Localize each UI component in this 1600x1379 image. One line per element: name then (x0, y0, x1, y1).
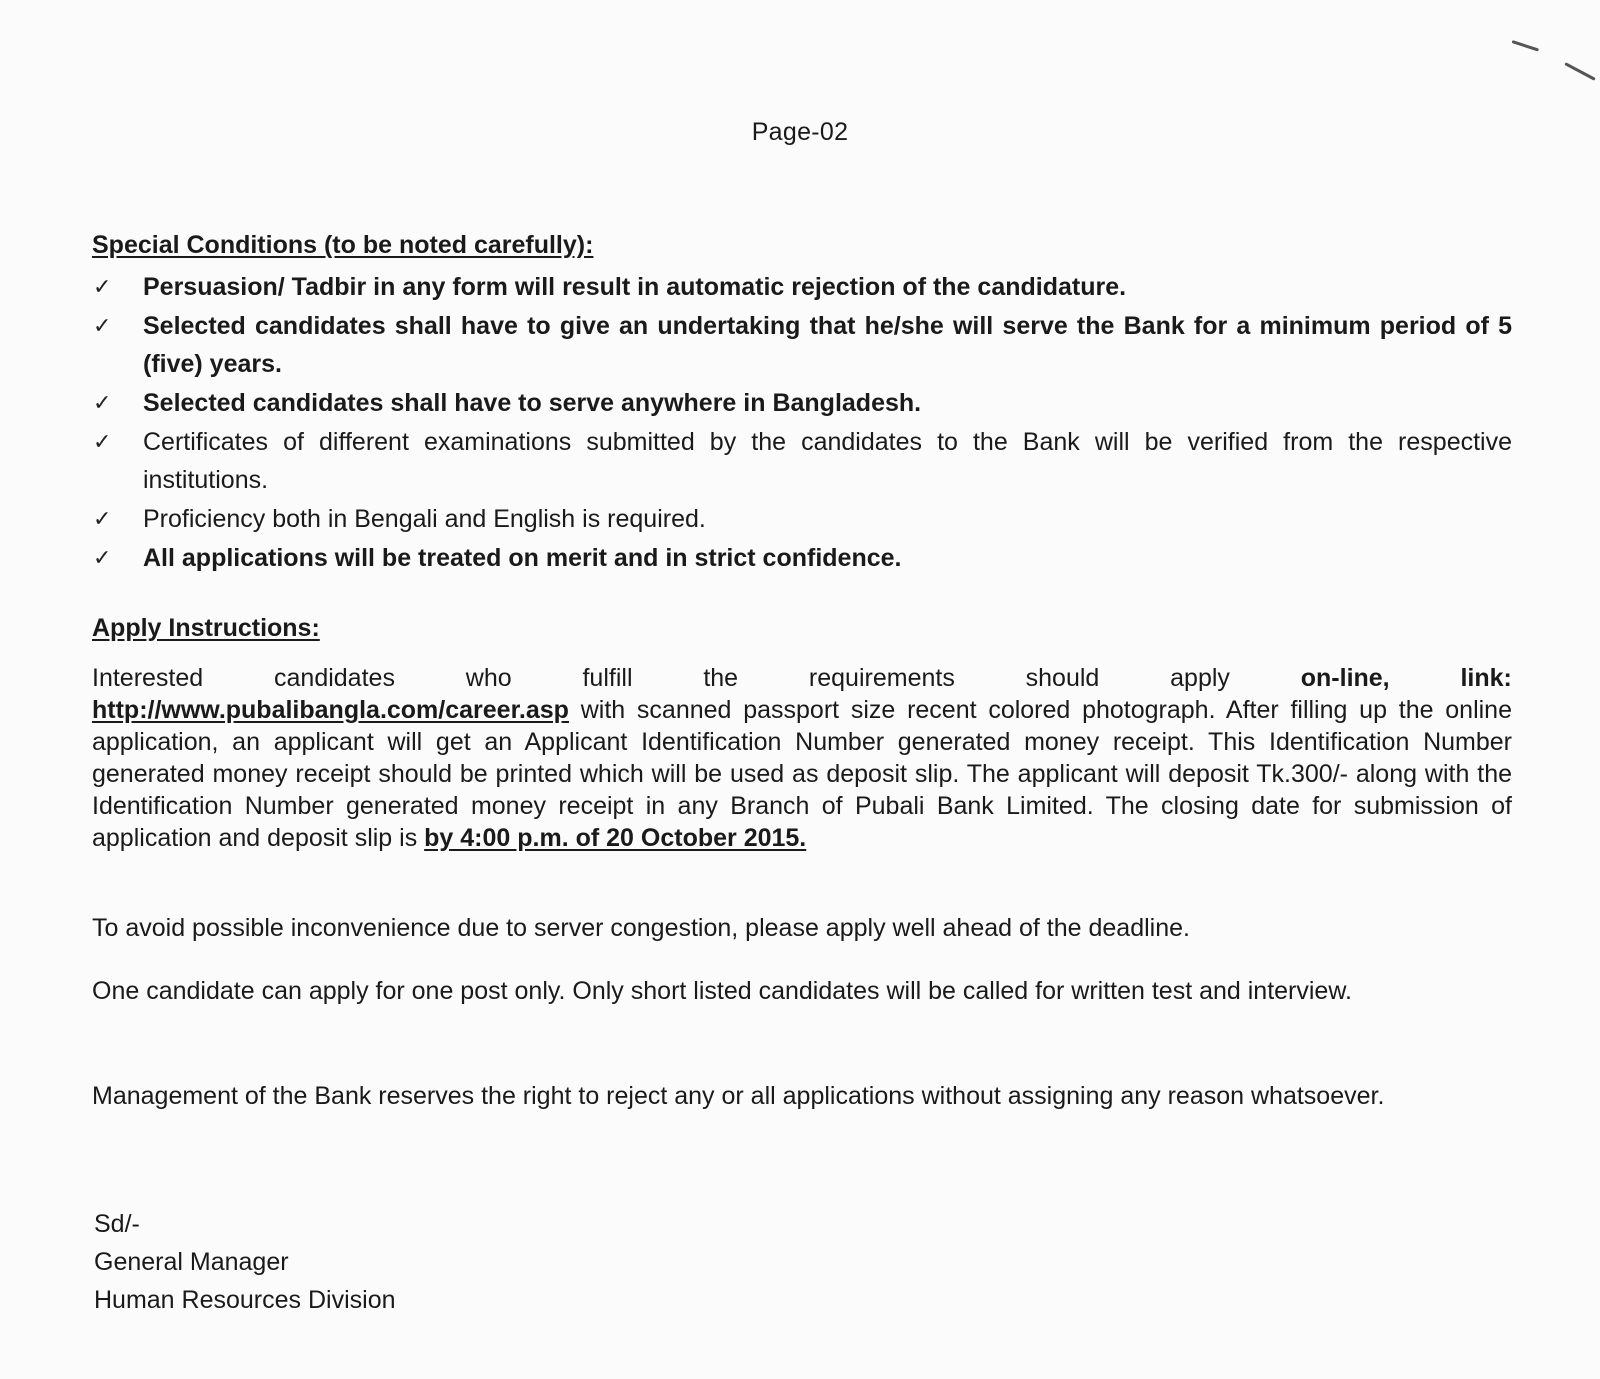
signature-block (94, 1205, 396, 1319)
note-management-rights: Management of the Bank reserves the right to reject any or all applications without assigning any reason whatsoever. (92, 1082, 1385, 1110)
page-number: Page-02 (751, 118, 849, 146)
word: fulfill (582, 664, 633, 692)
apply-first-line (92, 662, 1512, 694)
special-conditions-heading: Special Conditions (to be noted carefully): (92, 231, 594, 259)
special-conditions-list (92, 268, 1512, 578)
scan-artifact (1512, 40, 1540, 52)
word: should (1025, 664, 1100, 692)
word: Interested (92, 664, 204, 692)
word: who (465, 664, 512, 692)
apply-body (92, 694, 1512, 854)
condition-text: Persuasion/ Tadbir in any form will result in automatic rejection of the candidature. (143, 273, 1127, 301)
word: requirements (808, 664, 955, 692)
signature-division: Human Resources Division (94, 1286, 396, 1314)
condition-item (92, 268, 1512, 306)
check-icon: ✓ (93, 313, 112, 338)
word: the (703, 664, 739, 692)
condition-item (92, 384, 1512, 422)
note-one-post: One candidate can apply for one post only. Only short listed candidates will be called for written test and interview. (92, 977, 1352, 1005)
deadline-text: by 4:00 p.m. of 20 October 2015. (424, 824, 807, 852)
condition-text: Certificates of different examinations submitted by the candidates to the Bank will be verified from the respective institutions. (143, 428, 1512, 494)
career-link[interactable]: http://www.pubalibangla.com/career.asp (92, 696, 569, 724)
word: candidates (274, 664, 395, 692)
word: apply (1170, 664, 1230, 692)
check-icon: ✓ (93, 429, 112, 454)
apply-instructions-heading: Apply Instructions: (92, 614, 320, 642)
check-icon: ✓ (93, 390, 112, 415)
apply-body-text: with scanned passport size recent colored photograph. After filling up the online application, an applicant will get an Applicant Identification Number generated money receipt. This Identification Number generated money receipt should be printed which will be used as deposit slip. The applicant will deposit Tk.300/- along with the Identification Number generated money receipt in any Branch of Pubali Bank Limited. The closing date for submission of application and deposit slip is (92, 696, 1512, 852)
apply-instructions-paragraph (92, 662, 1512, 854)
scan-artifact (1564, 62, 1595, 81)
online-label: on-line, (1300, 664, 1390, 692)
note-server-congestion: To avoid possible inconvenience due to server congestion, please apply well ahead of the deadline. (92, 914, 1190, 942)
condition-text: Selected candidates shall have to serve anywhere in Bangladesh. (143, 389, 922, 417)
condition-text: Selected candidates shall have to give an undertaking that he/she will serve the Bank for a minimum period of 5 (five) years. (143, 312, 1512, 378)
condition-item (92, 423, 1512, 499)
signature-sd: Sd/- (94, 1210, 140, 1238)
condition-text: All applications will be treated on merit and in strict confidence. (143, 544, 902, 572)
check-icon: ✓ (93, 545, 112, 570)
condition-item (92, 307, 1512, 383)
signature-title: General Manager (94, 1248, 289, 1276)
condition-item (92, 500, 1512, 538)
condition-item (92, 539, 1512, 577)
check-icon: ✓ (93, 506, 112, 531)
check-icon: ✓ (93, 274, 112, 299)
condition-text: Proficiency both in Bengali and English is required. (143, 505, 706, 533)
link-label: link: (1460, 664, 1512, 692)
